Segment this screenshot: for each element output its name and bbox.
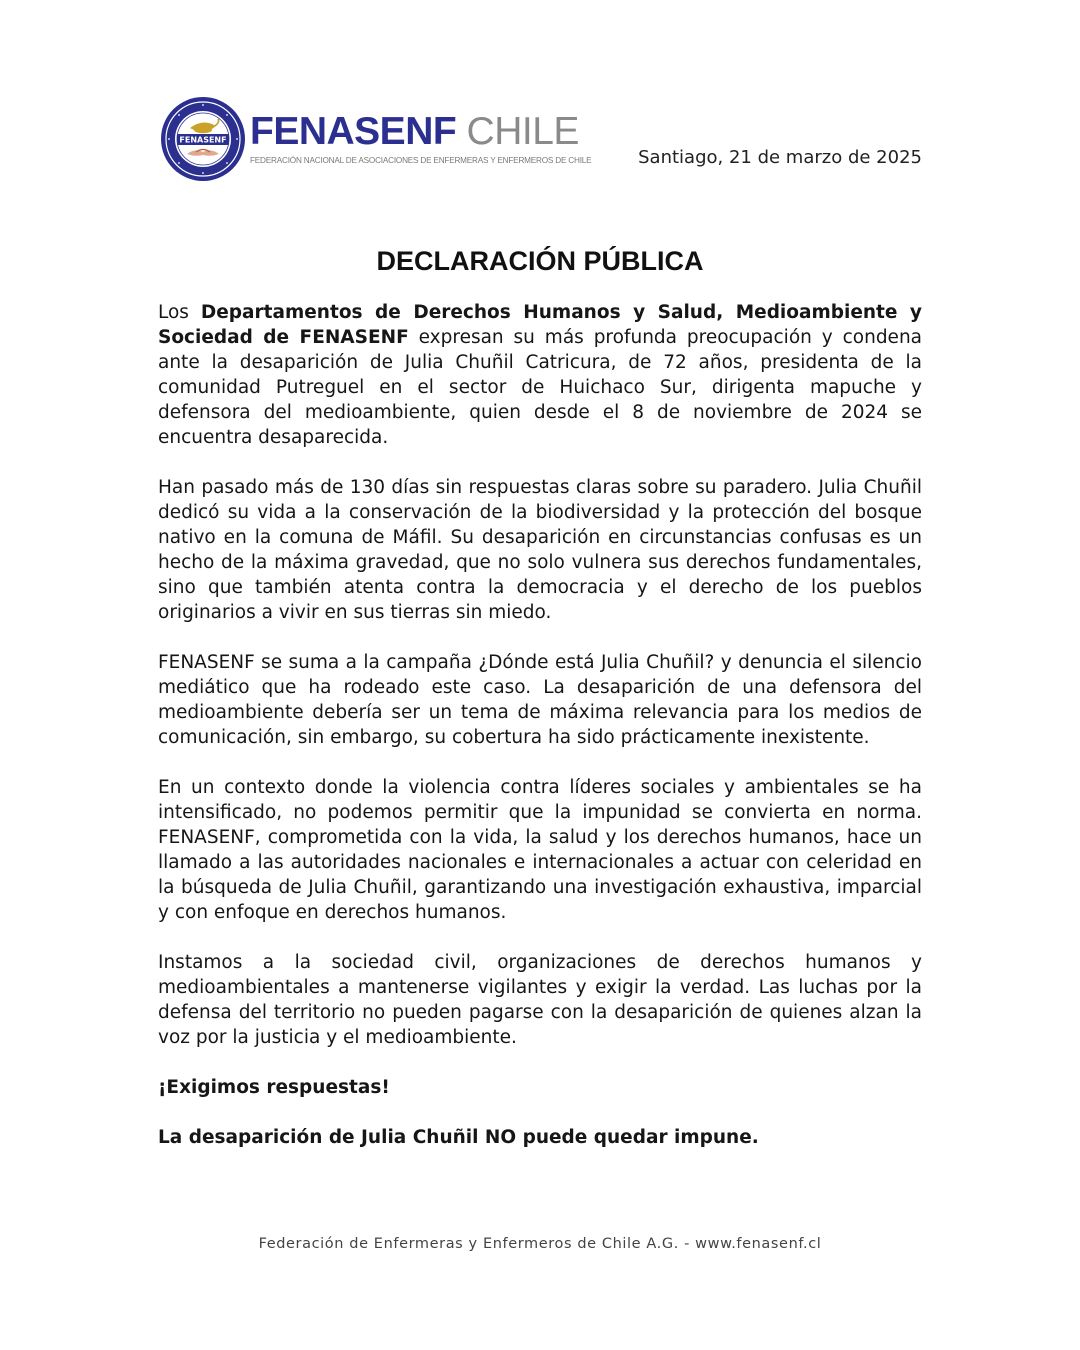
seal-text: FENASENF: [179, 135, 227, 145]
paragraph-intro-bold: Departamentos de Derechos Humanos y Salud, Medioambiente y Sociedad de FENASENF: [158, 302, 922, 348]
paragraph-intro: [158, 300, 922, 450]
fenasenf-seal-icon: [160, 96, 246, 182]
document-body: [158, 300, 922, 1175]
paragraph-five: Instamos a la sociedad civil, organizaciones de derechos humanos y medioambientales a mantenerse vigilantes y exigir la verdad. Las luchas por la defensa del territorio no pueden pagarse con la desaparición de quienes alzan la voz por la justicia y el medioambiente.: [158, 952, 922, 1048]
logo-tagline: FEDERACIÓN NACIONAL DE ASOCIACIONES DE ENFERMERAS Y ENFERMEROS DE CHILE: [250, 156, 592, 165]
closing-line-one: ¡Exigimos respuestas!: [158, 1077, 390, 1098]
page-footer: Federación de Enfermeras y Enfermeros de Chile A.G. - www.fenasenf.cl: [258, 1236, 822, 1252]
paragraph-four: En un contexto donde la violencia contra líderes sociales y ambientales se ha intensificado, no podemos permitir que la impunidad se convierta en norma. FENASENF, comprometida con la vida, la salud y los derechos humanos, hace un llamado a las autoridades nacionales e internacionales a actuar con celeridad en la búsqueda de Julia Chuñil, garantizando una investigación exhaustiva, imparcial y con enfoque en derechos humanos.: [158, 777, 922, 923]
logo-wordmark-primary: FENASENF: [250, 110, 457, 153]
paragraph-intro-lead: Los: [158, 302, 189, 323]
closing-line-two: La desaparición de Julia Chuñil NO puede quedar impune.: [158, 1127, 759, 1148]
document-date: Santiago, 21 de marzo de 2025: [638, 147, 922, 168]
page-title: DECLARACIÓN PÚBLICA: [376, 246, 704, 277]
logo-wordmark: [250, 112, 579, 152]
fenasenf-logo: [160, 96, 592, 182]
logo-wordmark-secondary: CHILE: [466, 110, 579, 153]
paragraph-intro-rest: expresan su más profunda preocupación y condena ante la desaparición de Julia Chuñil Catricura, de 72 años, presidenta de la comunidad Putreguel en el sector de Huichaco Sur, dirigenta mapuche y defensora del medioambiente, quien desde el 8 de noviembre de 2024 se encuentra desaparecida.: [158, 327, 922, 448]
paragraph-two: Han pasado más de 130 días sin respuestas claras sobre su paradero. Julia Chuñil dedicó su vida a la conservación de la biodiversidad y la protección del bosque nativo en la comuna de Máfil. Su desaparición en circunstancias confusas es un hecho de la máxima gravedad, que no solo vulnera sus derechos fundamentales, sino que también atenta contra la democracia y el derecho de los pueblos originarios a vivir en sus tierras sin miedo.: [158, 477, 922, 623]
paragraph-three: FENASENF se suma a la campaña ¿Dónde está Julia Chuñil? y denuncia el silencio mediático que ha rodeado este caso. La desaparición de una defensora del medioambiente debería ser un tema de máxima relevancia para los medios de comunicación, sin embargo, su cobertura ha sido prácticamente inexistente.: [158, 652, 922, 748]
